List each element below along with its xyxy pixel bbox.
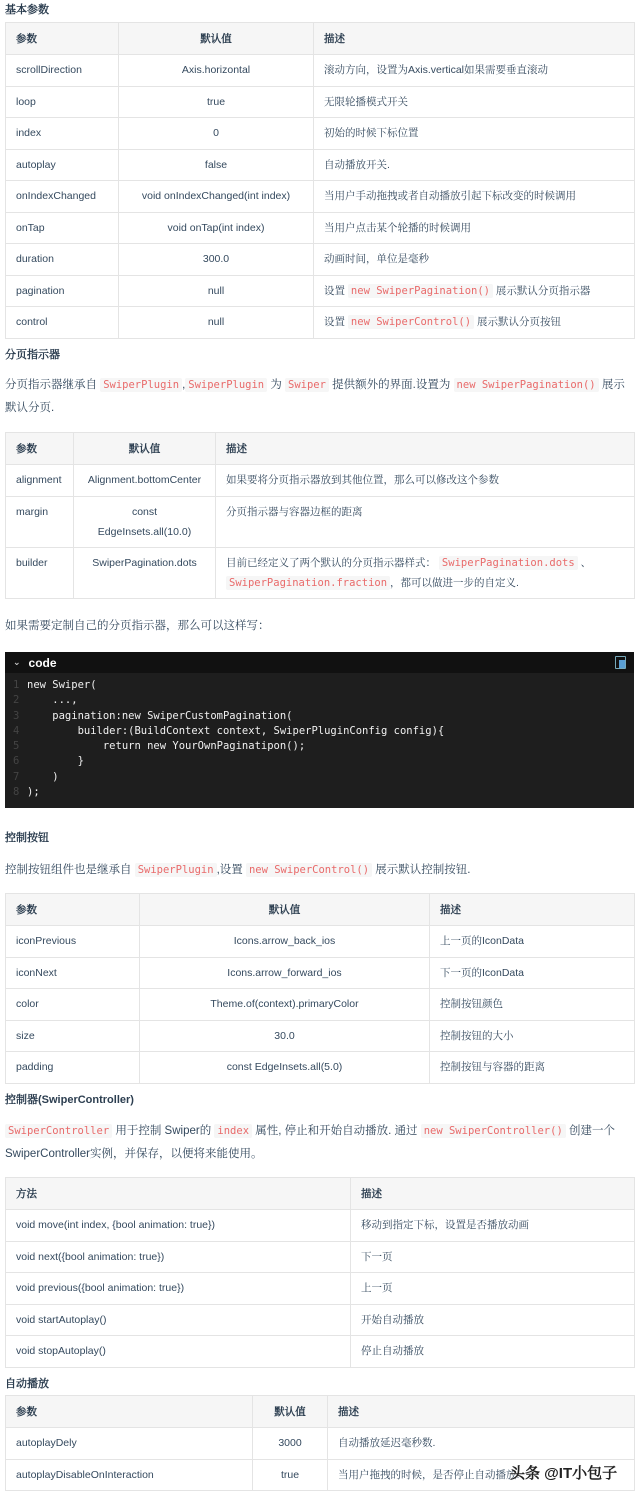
table-cell: builder (6, 547, 74, 598)
table-cell: 300.0 (119, 244, 314, 276)
text-segment: 移动到指定下标，设置是否播放动画 (361, 1219, 529, 1232)
text-segment: 当用户拖拽的时候，是否停止自动播放. (338, 1468, 520, 1481)
text-segment: 停止自动播放 (361, 1345, 424, 1358)
table-cell (314, 149, 635, 181)
text-segment: 上一页的IconData (440, 935, 525, 948)
code-text: pagination:new SwiperCustomPagination( (27, 709, 293, 722)
table-cell: index (6, 118, 119, 150)
code-label: code (28, 655, 57, 670)
inline-code: new SwiperPagination() (348, 284, 493, 298)
inline-code: index (214, 1124, 252, 1138)
table-row (6, 1241, 635, 1273)
inline-code: SwiperPlugin (135, 863, 217, 877)
table-cell: null (119, 275, 314, 307)
inline-code: SwiperPlugin (185, 378, 267, 392)
pagination-intro (5, 374, 634, 420)
text-segment: 控制按钮的大小 (440, 1029, 514, 1042)
table-header-row (6, 1396, 635, 1428)
line-number: 7 (13, 770, 20, 783)
chevron-down-icon[interactable]: ⌄ (13, 657, 21, 667)
column-header: 描述 (314, 23, 635, 55)
table-row (6, 989, 635, 1021)
table-cell: true (253, 1459, 328, 1491)
text-segment: , (182, 379, 186, 391)
table-cell (351, 1210, 635, 1242)
table-cell (430, 1020, 635, 1052)
pagination-table-grid (5, 432, 635, 599)
inline-code: Swiper (285, 378, 329, 392)
text-segment: 设置 (324, 284, 348, 297)
table-cell: false (119, 149, 314, 181)
code-text: builder:(BuildContext context, SwiperPluginConfig config){ (27, 724, 445, 737)
code-text: ..., (27, 694, 78, 707)
table-row (6, 307, 635, 339)
table-cell (314, 86, 635, 118)
table-row (6, 275, 635, 307)
section-title-autoplay: 自动播放 (5, 1378, 49, 1390)
inline-code: SwiperPagination.fraction (226, 576, 390, 590)
watermark: 头条 @IT小包子 (510, 1465, 618, 1482)
line-number: 5 (13, 740, 20, 753)
code-line (5, 709, 634, 724)
table-cell: const EdgeInsets.all(10.0) (74, 496, 216, 547)
table-cell: Axis.horizontal (119, 55, 314, 87)
table-cell: Alignment.bottomCenter (74, 465, 216, 497)
table-cell (351, 1241, 635, 1273)
table-row (6, 1210, 635, 1242)
column-header: 默认值 (119, 23, 314, 55)
text-segment: 目前已经定义了两个默认的分页指示器样式： (226, 556, 439, 569)
column-header: 默认值 (253, 1396, 328, 1428)
table-cell: void stopAutoplay() (6, 1336, 351, 1368)
text-segment: 控制按钮颜色 (440, 998, 503, 1011)
inline-code: new SwiperControl() (348, 315, 474, 329)
table-row (6, 86, 635, 118)
inline-code: new SwiperControl() (246, 863, 372, 877)
table-row (6, 957, 635, 989)
table-row (6, 465, 635, 497)
inline-code: SwiperPlugin (100, 378, 182, 392)
column-header: 参数 (6, 1396, 253, 1428)
inline-code: SwiperController (5, 1124, 112, 1138)
control-table (5, 893, 634, 1084)
custom-pagination-note: 如果需要定制自己的分页指示器，那么可以这样写： (5, 620, 270, 632)
copy-icon[interactable] (615, 656, 626, 669)
table-row (6, 55, 635, 87)
table-cell: size (6, 1020, 140, 1052)
controller-intro (5, 1120, 634, 1166)
text-segment: 如果要将分页指示器放到其他位置，那么可以修改这个参数 (226, 474, 499, 487)
table-cell: 30.0 (140, 1020, 430, 1052)
table-cell: duration (6, 244, 119, 276)
table-row (6, 244, 635, 276)
code-text: ) (27, 770, 59, 783)
table-cell (351, 1304, 635, 1336)
table-row (6, 149, 635, 181)
text-segment: 展示默认控制按钮. (372, 864, 471, 876)
line-number: 8 (13, 786, 20, 799)
table-row (6, 547, 635, 598)
code-line (5, 678, 634, 693)
text-segment: 初始的时候下标位置 (324, 127, 419, 140)
table-cell (314, 275, 635, 307)
column-header: 描述 (328, 1396, 635, 1428)
text-segment: 、 (577, 556, 592, 569)
code-line (5, 754, 634, 769)
code-block (5, 652, 634, 808)
table-row (6, 181, 635, 213)
text-segment: 动画时间，单位是毫秒 (324, 253, 429, 266)
table-cell (351, 1273, 635, 1305)
table-cell: SwiperPagination.dots (74, 547, 216, 598)
table-cell (314, 55, 635, 87)
table-row (6, 1020, 635, 1052)
text-segment: 用于控制 Swiper的 (112, 1125, 215, 1137)
table-header-row (6, 894, 635, 926)
table-header-row (6, 433, 635, 465)
text-segment: 下一页的IconData (440, 966, 525, 979)
line-number: 1 (13, 679, 20, 691)
table-cell: void onIndexChanged(int index) (119, 181, 314, 213)
table-cell (328, 1428, 635, 1460)
text-segment: 控制按钮与容器的距离 (440, 1061, 545, 1074)
table-cell: margin (6, 496, 74, 547)
table-row (6, 1052, 635, 1084)
table-row (6, 1428, 635, 1460)
column-header: 描述 (216, 433, 635, 465)
table-cell: autoplayDely (6, 1428, 253, 1460)
text-segment: 展示默认分页. (5, 379, 625, 414)
table-cell: true (119, 86, 314, 118)
code-text: ); (27, 786, 40, 799)
text-segment: 自动播放开关. (324, 158, 390, 171)
text-segment: 滚动方向，设置为Axis.vertical如果需要垂直滚动 (324, 64, 549, 77)
text-segment: 上一页 (361, 1282, 393, 1295)
table-cell (430, 1052, 635, 1084)
table-cell (314, 244, 635, 276)
text-segment: 当用户手动拖拽或者自动播放引起下标改变的时候调用 (324, 190, 576, 203)
section-title-control: 控制按钮 (5, 832, 49, 844)
text-segment: 无限轮播模式开关 (324, 95, 408, 108)
table-cell: onIndexChanged (6, 181, 119, 213)
column-header: 方法 (6, 1178, 351, 1210)
controller-table (5, 1177, 634, 1368)
table-cell: void previous({bool animation: true}) (6, 1273, 351, 1305)
text-segment: ，都可以做进一步的自定义. (390, 576, 519, 589)
code-lines (5, 673, 634, 800)
line-number: 4 (13, 724, 20, 737)
table-cell: Icons.arrow_back_ios (140, 926, 430, 958)
table-cell: color (6, 989, 140, 1021)
table-cell: loop (6, 86, 119, 118)
table-row (6, 212, 635, 244)
table-cell: iconPrevious (6, 926, 140, 958)
text-segment: 控制按钮组件也是继承自 (5, 864, 135, 876)
table-cell: padding (6, 1052, 140, 1084)
table-cell (430, 989, 635, 1021)
table-cell (430, 926, 635, 958)
code-text: new Swiper( (27, 679, 97, 691)
text-segment: 开始自动播放 (361, 1313, 424, 1326)
table-row (6, 1336, 635, 1368)
table-cell: scrollDirection (6, 55, 119, 87)
table-row (6, 1273, 635, 1305)
inline-code: SwiperPagination.dots (439, 556, 578, 570)
table-cell (314, 181, 635, 213)
table-cell: Theme.of(context).primaryColor (140, 989, 430, 1021)
table-cell: void move(int index, {bool animation: true}) (6, 1210, 351, 1242)
table-cell: null (119, 307, 314, 339)
table-cell (314, 307, 635, 339)
control-intro (5, 859, 634, 882)
column-header: 描述 (351, 1178, 635, 1210)
text-segment: 为 (267, 379, 286, 391)
section-title-pagination: 分页指示器 (5, 349, 60, 361)
table-cell: iconNext (6, 957, 140, 989)
column-header: 默认值 (140, 894, 430, 926)
table-cell: Icons.arrow_forward_ios (140, 957, 430, 989)
text-segment: 设置 (324, 316, 348, 329)
basic-table-grid (5, 22, 635, 339)
table-cell: autoplay (6, 149, 119, 181)
text-segment: 属性, 停止和开始自动播放. 通过 (252, 1125, 421, 1137)
table-header-row (6, 1178, 635, 1210)
text-segment: 自动播放延迟毫秒数. (338, 1437, 436, 1450)
table-cell: 3000 (253, 1428, 328, 1460)
table-cell: onTap (6, 212, 119, 244)
table-cell (314, 212, 635, 244)
table-cell: autoplayDisableOnInteraction (6, 1459, 253, 1491)
table-cell: control (6, 307, 119, 339)
table-cell (216, 496, 635, 547)
inline-code: new SwiperController() (421, 1124, 566, 1138)
text-segment: 创建一个SwiperController实例，并保存，以便将来能使用。 (5, 1125, 615, 1160)
text-segment: ,设置 (216, 864, 246, 876)
code-line (5, 739, 634, 754)
line-number: 3 (13, 709, 20, 722)
text-segment: 展示默认分页指示器 (493, 284, 591, 297)
basic-params-table (5, 22, 634, 339)
control-table-grid (5, 893, 635, 1084)
table-cell (351, 1336, 635, 1368)
table-header-row (6, 23, 635, 55)
section-title-basic: 基本参数 (5, 4, 49, 16)
column-header: 参数 (6, 894, 140, 926)
table-cell: void onTap(int index) (119, 212, 314, 244)
code-line (5, 693, 634, 708)
code-line (5, 770, 634, 785)
table-cell: pagination (6, 275, 119, 307)
table-cell: void next({bool animation: true}) (6, 1241, 351, 1273)
line-number: 2 (13, 694, 20, 707)
code-line (5, 785, 634, 800)
table-cell: const EdgeInsets.all(5.0) (140, 1052, 430, 1084)
code-line (5, 724, 634, 739)
text-segment: 分页指示器继承自 (5, 379, 101, 391)
column-header: 参数 (6, 23, 119, 55)
table-row (6, 496, 635, 547)
text-segment: 当用户点击某个轮播的时候调用 (324, 221, 471, 234)
column-header: 默认值 (74, 433, 216, 465)
table-cell: alignment (6, 465, 74, 497)
code-text: return new YourOwnPaginatipon(); (27, 740, 306, 753)
column-header: 参数 (6, 433, 74, 465)
code-block-header[interactable] (5, 652, 634, 673)
table-cell (216, 547, 635, 598)
table-cell: void startAutoplay() (6, 1304, 351, 1336)
line-number: 6 (13, 755, 20, 768)
table-row (6, 118, 635, 150)
column-header: 描述 (430, 894, 635, 926)
table-cell: 0 (119, 118, 314, 150)
table-cell (314, 118, 635, 150)
text-segment: 提供额外的界面.设置为 (328, 379, 454, 391)
table-cell (430, 957, 635, 989)
table-row (6, 1304, 635, 1336)
code-text: } (27, 755, 84, 768)
pagination-table (5, 432, 634, 599)
inline-code: new SwiperPagination() (454, 378, 599, 392)
table-cell (216, 465, 635, 497)
text-segment: 分页指示器与容器边框的距离 (226, 505, 363, 518)
section-title-controller: 控制器(SwiperController) (5, 1094, 134, 1106)
text-segment: 下一页 (361, 1250, 393, 1263)
text-segment: 展示默认分页按钮 (474, 316, 561, 329)
controller-table-grid (5, 1177, 635, 1368)
table-row (6, 926, 635, 958)
